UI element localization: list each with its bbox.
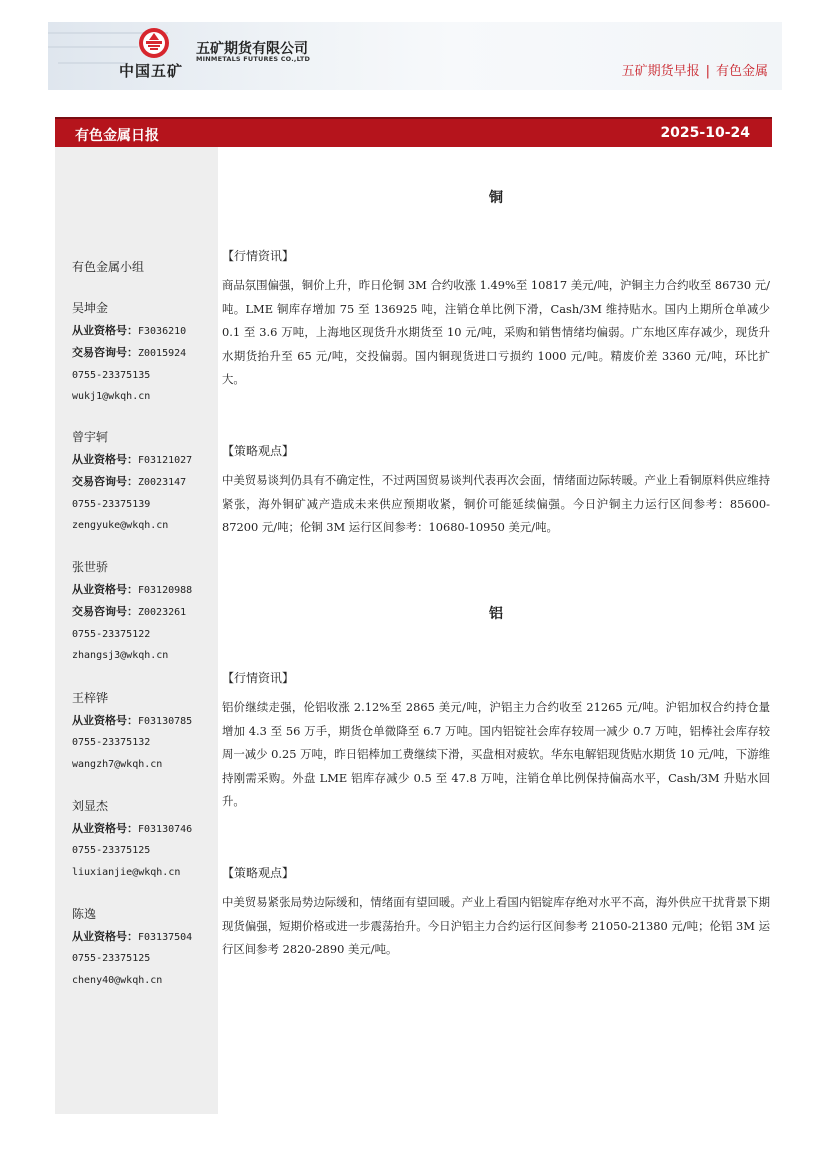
member-qualification: 从业资格号：F03120988 bbox=[72, 582, 193, 596]
report-title: 有色金属日报 bbox=[75, 128, 159, 144]
market-paragraph: 铝价继续走强，伦铝收涨 2.12%至 2865 美元/吨，沪铝主力合约收至 21265 元/吨。沪铝加权合约持仓量增加 4.3 至 56 万手，期货仓单微降至 6.7 万吨。国内铝锭社会库存较周一减少 0.7 万吨，铝棒社会库存较周一减少 0.25 万吨，昨日铝棒加工费继续下滑，买盘相对疲软。华东电解铝现货贴水期货 10 元/吨，下游维持刚需采购。外盘 LME 铝库存减少 0.5 至 47.8 万吨，注销仓单比例保持偏高水平，Cash/3M 升贴水回升。 bbox=[222, 700, 770, 808]
member-email[interactable]: wukj1@wkqh.cn bbox=[72, 391, 151, 403]
section-title-copper: 铜 bbox=[489, 190, 503, 206]
member-email[interactable]: wangzh7@wkqh.cn bbox=[72, 758, 163, 770]
member-phone: 0755-23375125 bbox=[72, 845, 151, 857]
member-name: 王梓铧 bbox=[72, 691, 109, 705]
member-consult: 交易咨询号：Z0023261 bbox=[72, 605, 187, 619]
market-label: 【行情资讯】 bbox=[222, 249, 295, 263]
strategy-paragraph: 中美贸易谈判仍具有不确定性，不过两国贸易谈判代表再次会面，情绪面边际转暖。产业上看铜原料供应维持紧张，海外铜矿减产造成未来供应预期收紧，铜价可能延续偏强。今日沪铜主力运行区间参考：85600-87200 元/吨；伦铜 3M 运行区间参考：10680-10950 美元/吨。 bbox=[222, 473, 770, 534]
company-name-cn: 五矿期货有限公司 bbox=[196, 41, 308, 57]
member-card bbox=[72, 298, 186, 408]
strategy-paragraph: 中美贸易紧张局势边际缓和，情绪面有望回暖。产业上看国内铝锭库存绝对水平不高，海外供应干扰背景下期现货偏强，短期价格或进一步震荡抬升。今日沪铝主力合约运行区间参考 21050-21380 元/吨；伦铝 3M 运行区间参考 2820-2890 美元/吨。 bbox=[222, 895, 770, 956]
member-email[interactable]: zhangsj3@wkqh.cn bbox=[72, 650, 169, 662]
banner-decoration bbox=[58, 62, 128, 64]
member-name: 陈逸 bbox=[72, 907, 97, 921]
member-card bbox=[72, 688, 192, 775]
report-tag-separator: | bbox=[705, 64, 710, 79]
member-card bbox=[72, 796, 192, 883]
section-title-aluminium: 铝 bbox=[489, 606, 503, 622]
team-title: 有色金属小组 bbox=[72, 260, 145, 274]
member-qualification: 从业资格号：F03130785 bbox=[72, 713, 193, 727]
strategy-label: 【策略观点】 bbox=[222, 866, 295, 880]
strategy-label: 【策略观点】 bbox=[222, 444, 295, 458]
banner-decoration bbox=[48, 46, 138, 48]
member-qualification: 从业资格号：F3036210 bbox=[72, 323, 187, 337]
member-phone: 0755-23375135 bbox=[72, 369, 151, 381]
member-name: 张世骄 bbox=[72, 560, 109, 574]
member-card bbox=[72, 557, 192, 667]
member-email[interactable]: cheny40@wkqh.cn bbox=[72, 974, 163, 986]
report-category: 有色金属 bbox=[715, 64, 768, 79]
member-phone: 0755-23375139 bbox=[72, 498, 151, 510]
member-name: 刘显杰 bbox=[72, 799, 109, 813]
brand-name: 中国五矿 bbox=[119, 62, 184, 80]
report-date: 2025-10-24 bbox=[660, 125, 750, 141]
member-qualification: 从业资格号：F03137504 bbox=[72, 929, 193, 943]
member-card bbox=[72, 904, 192, 991]
minmetals-logo-icon bbox=[137, 26, 171, 60]
title-bar bbox=[55, 117, 772, 147]
market-label: 【行情资讯】 bbox=[222, 671, 295, 685]
member-qualification: 从业资格号：F03121027 bbox=[72, 452, 193, 466]
market-paragraph: 商品氛围偏强，铜价上升，昨日伦铜 3M 合约收涨 1.49%至 10817 美元/吨，沪铜主力合约收至 86730 元/吨。LME 铜库存增加 75 至 136925 吨，注销仓单比例下滑，Cash/3M 维持贴水。国内上期所仓单减少 0.1 至 3.6 万吨，上海地区现货升水期货至 10 元/吨，采购和销售情绪均偏弱。广东地区库存减少，现货升水期货抬升至 65 元/吨，交投偏弱。国内铜现货进口亏损约 1000 元/吨。精废价差 3360 元/吨，环比扩大。 bbox=[222, 278, 770, 386]
member-phone: 0755-23375122 bbox=[72, 628, 151, 640]
member-email[interactable]: liuxianjie@wkqh.cn bbox=[72, 866, 181, 878]
member-consult: 交易咨询号：Z0015924 bbox=[72, 346, 187, 360]
company-name-en: MINMETALS FUTURES CO.,LTD bbox=[196, 55, 311, 63]
member-phone: 0755-23375132 bbox=[72, 737, 151, 749]
member-consult: 交易咨询号：Z0023147 bbox=[72, 475, 187, 489]
member-email[interactable]: zengyuke@wkqh.cn bbox=[72, 520, 169, 532]
report-type: 五矿期货早报 bbox=[621, 64, 700, 79]
member-card bbox=[72, 427, 192, 537]
report-tag bbox=[622, 60, 768, 79]
member-name: 吴坤金 bbox=[72, 301, 109, 315]
member-phone: 0755-23375125 bbox=[72, 953, 151, 965]
member-name: 曾宇轲 bbox=[72, 430, 109, 444]
member-qualification: 从业资格号：F03130746 bbox=[72, 821, 193, 835]
